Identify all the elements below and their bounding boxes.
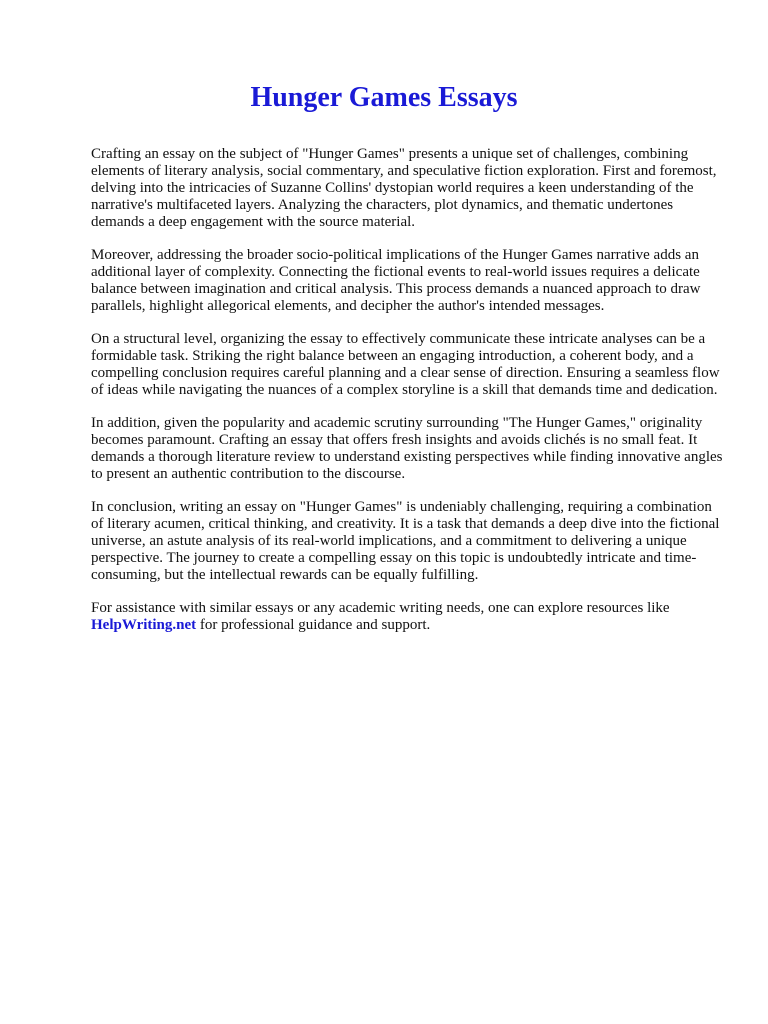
- closing-paragraph: [91, 600, 727, 634]
- paragraph-5: In conclusion, writing an essay on "Hunger Games" is undeniably challenging, requiring a combination of literary acumen, critical thinking, and creativity. It is a task that demands a deep dive into the fictional universe, an astute analysis of its real-world implications, and a commitment to delivering a unique perspective. The journey to create a compelling essay on this topic is undoubtedly intricate and time-consuming, but the intellectual rewards can be equally fulfilling.: [91, 499, 720, 583]
- closing-tail-text: for professional guidance and support.: [196, 617, 431, 633]
- helpwriting-link[interactable]: HelpWriting.net: [91, 617, 197, 633]
- document-title: Hunger Games Essays: [250, 82, 518, 113]
- closing-lead-text: For assistance with similar essays or any academic writing needs, one can explore resources like: [91, 600, 670, 616]
- paragraph-2: Moreover, addressing the broader socio-political implications of the Hunger Games narrative adds an additional layer of complexity. Connecting the fictional events to real-world issues requires a delicate balance between imagination and critical analysis. This process demands a nuanced approach to draw parallels, highlight allegorical elements, and decipher the author's intended messages.: [91, 247, 701, 314]
- paragraph-1: Crafting an essay on the subject of "Hunger Games" presents a unique set of challenges, combining elements of literary analysis, social commentary, and speculative fiction exploration. First and foremost, delving into the intricacies of Suzanne Collins' dystopian world requires a keen understanding of the narrative's multifaceted layers. Analyzing the characters, plot dynamics, and thematic undertones demands a deep engagement with the source material.: [91, 146, 717, 230]
- document-body: [91, 146, 727, 650]
- paragraph-4: In addition, given the popularity and academic scrutiny surrounding "The Hunger Games," originality becomes paramount. Crafting an essay that offers fresh insights and avoids clichés is no small feat. It demands a thorough literature review to understand existing perspectives while finding innovative angles to present an authentic contribution to the discourse.: [91, 415, 723, 482]
- paragraph-3: On a structural level, organizing the essay to effectively communicate these intricate analyses can be a formidable task. Striking the right balance between an engaging introduction, a coherent body, and a compelling conclusion requires careful planning and a clear sense of direction. Ensuring a seamless flow of ideas while navigating the nuances of a complex storyline is a skill that demands time and dedication.: [91, 331, 720, 398]
